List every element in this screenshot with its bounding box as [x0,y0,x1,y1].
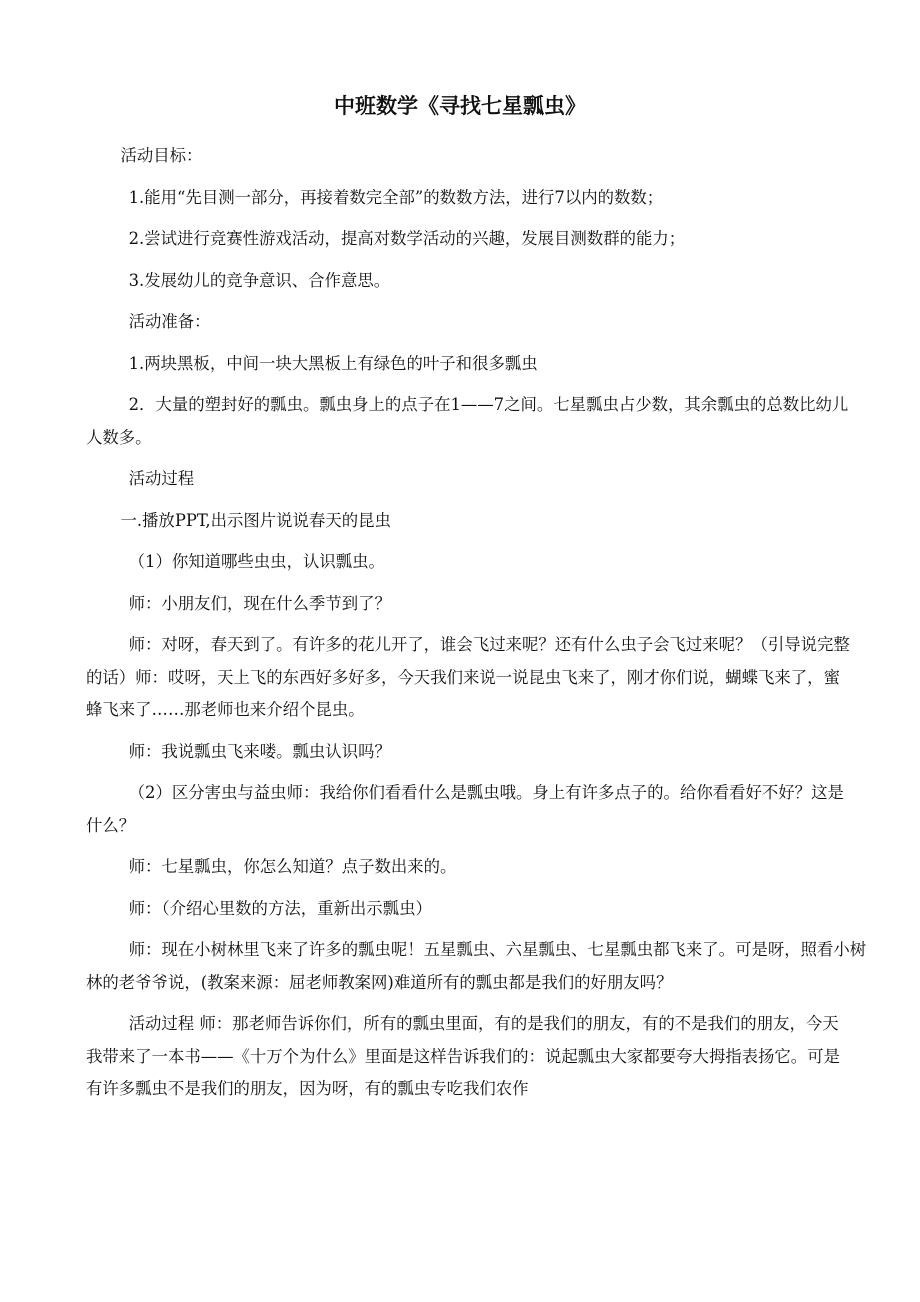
section-heading-goals: 活动目标： [120,146,203,165]
paragraph: 活动过程 师：那老师告诉你们，所有的瓢虫里面，有的是我们的朋友，有的不是我们的朋友，今天我带来了一本书——《十万个为什么》里面是这样告诉我们的：说起瓢虫大家都要夸大拇指表扬它。可是有许多瓢虫不是我们的朋友，因为呀，有的瓢虫专吃我们农作 [86,1014,840,1098]
paragraph: 师：我说瓢虫飞来喽。瓢虫认识吗？ [128,741,391,761]
paragraph: 师：（介绍心里数的方法，重新出示瓢虫） [128,898,432,918]
paragraph: 师：现在小树林里飞来了许多的瓢虫呢！五星瓢虫、六星瓢虫、七星瓢虫都飞来了。可是呀，照看小树林的老爷爷说，(教案来源：屈老师教案网)难道所有的瓢虫都是我们的好朋友吗？ [86,940,867,992]
paragraph: 1.两块黑板，中间一块大黑板上有绿色的叶子和很多瓢虫 [128,353,538,373]
paragraph: （2）区分害虫与益虫师：我给你们看看什么是瓢虫哦。身上有许多点子的。给你看看好不好？这是什么？ [86,783,844,835]
paragraph: 一.播放PPT,出示图片说说春天的昆虫 [120,510,391,530]
paragraph: 师：对呀，春天到了。有许多的花儿开了，谁会飞过来呢？还有什么虫子会飞过来呢？（引导说完整的话）师：哎呀，天上飞的东西好多好多，今天我们来说一说昆虫飞来了，刚才你们说，蝴蝶飞来了，蜜蜂飞来了……那老师也来介绍个昆虫。 [86,635,850,719]
paragraph: 师：小朋友们，现在什么季节到了？ [128,593,391,613]
paragraph: （1）你知道哪些虫虫，认识瓢虫。 [128,552,385,571]
paragraph: 2．大量的塑封好的瓢虫。瓢虫身上的点子在1——7之间。七星瓢虫占少数，其余瓢虫的总数比幼儿人数多。 [86,395,849,447]
document-body [86,140,867,1115]
paragraph: 2.尝试进行竞赛性游戏活动，提高对数学活动的兴趣，发展目测数群的能力； [128,229,686,248]
paragraph: 1.能用“先目测一部分，再接着数完全部”的数数方法，进行7以内的数数； [128,187,664,207]
document-title: 中班数学《寻找七星瓢虫》 [334,94,586,118]
section-heading-preparation: 活动准备： [128,312,211,331]
paragraph: 3.发展幼儿的竞争意识、合作意思。 [128,270,391,290]
paragraph: 师：七星瓢虫，你怎么知道？点子数出来的。 [128,857,457,876]
section-heading-process: 活动过程 [128,469,195,488]
